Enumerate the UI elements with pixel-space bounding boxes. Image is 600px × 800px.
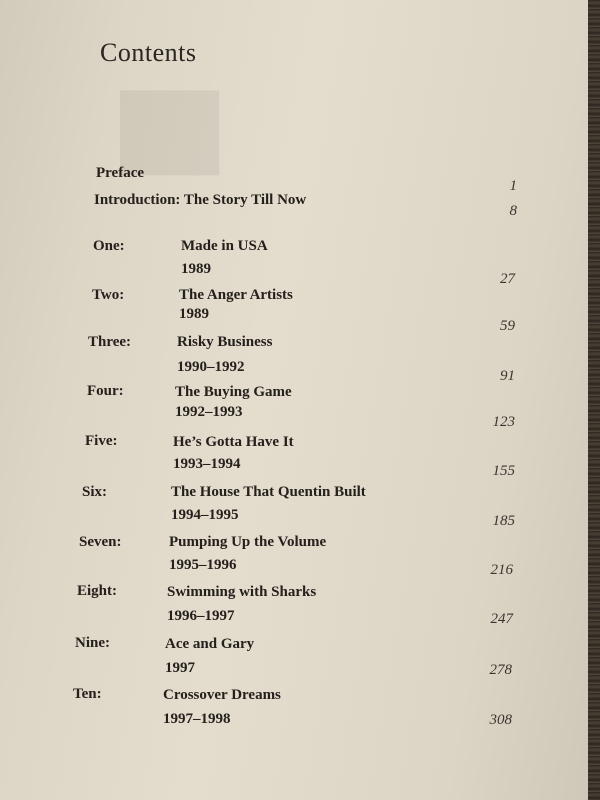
chapter-title: Crossover Dreams [163, 687, 281, 703]
front-matter-label: Preface [96, 165, 145, 181]
chapter-title: The Anger Artists [179, 287, 293, 303]
chapter-number: Five: [85, 433, 118, 449]
chapter-years: 1989 [181, 261, 211, 277]
chapter-title: Swimming with Sharks [167, 584, 317, 600]
chapter-page: 91 [500, 368, 515, 384]
chapter-years: 1996–1997 [167, 608, 235, 624]
bleed-through-text: ██ [120, 91, 220, 169]
page-title: Contents [100, 38, 197, 67]
chapter-page: 155 [492, 463, 515, 479]
chapter-number: Two: [92, 287, 125, 303]
chapter-years: 1997 [165, 660, 195, 676]
chapter-number: Seven: [79, 534, 122, 550]
chapter-years: 1992–1993 [175, 404, 243, 420]
chapter-title: Pumping Up the Volume [169, 534, 327, 550]
chapter-page: 123 [492, 414, 515, 430]
front-matter-label: Introduction: The Story Till Now [94, 192, 307, 208]
chapter-page: 185 [492, 513, 515, 529]
chapter-number: Ten: [73, 686, 102, 702]
chapter-page: 59 [500, 318, 515, 334]
chapter-page: 308 [489, 712, 512, 728]
chapter-number: Nine: [75, 635, 110, 651]
chapter-page: 247 [490, 611, 513, 627]
chapter-title: Made in USA [181, 238, 268, 254]
chapter-number: Three: [88, 334, 132, 350]
chapter-title: The House That Quentin Built [171, 484, 366, 500]
chapter-number: Four: [87, 383, 124, 399]
book-edge [588, 0, 600, 800]
chapter-page: 27 [500, 271, 515, 287]
chapter-number: One: [93, 238, 125, 254]
chapter-page: 278 [489, 662, 512, 678]
chapter-title: Ace and Gary [165, 636, 255, 652]
chapter-years: 1997–1998 [163, 711, 231, 727]
chapter-years: 1994–1995 [171, 507, 239, 523]
chapter-page: 216 [490, 562, 513, 578]
front-matter-page: 1 [509, 178, 517, 194]
chapter-years: 1993–1994 [173, 456, 241, 472]
chapter-years: 1989 [179, 306, 209, 322]
chapter-number: Six: [82, 484, 108, 500]
chapter-title: He’s Gotta Have It [173, 434, 294, 450]
chapter-number: Eight: [77, 583, 118, 599]
chapter-years: 1995–1996 [169, 557, 237, 573]
chapter-years: 1990–1992 [177, 359, 245, 375]
front-matter-page: 8 [509, 203, 517, 219]
chapter-title: Risky Business [177, 334, 273, 350]
chapter-title: The Buying Game [175, 384, 292, 400]
